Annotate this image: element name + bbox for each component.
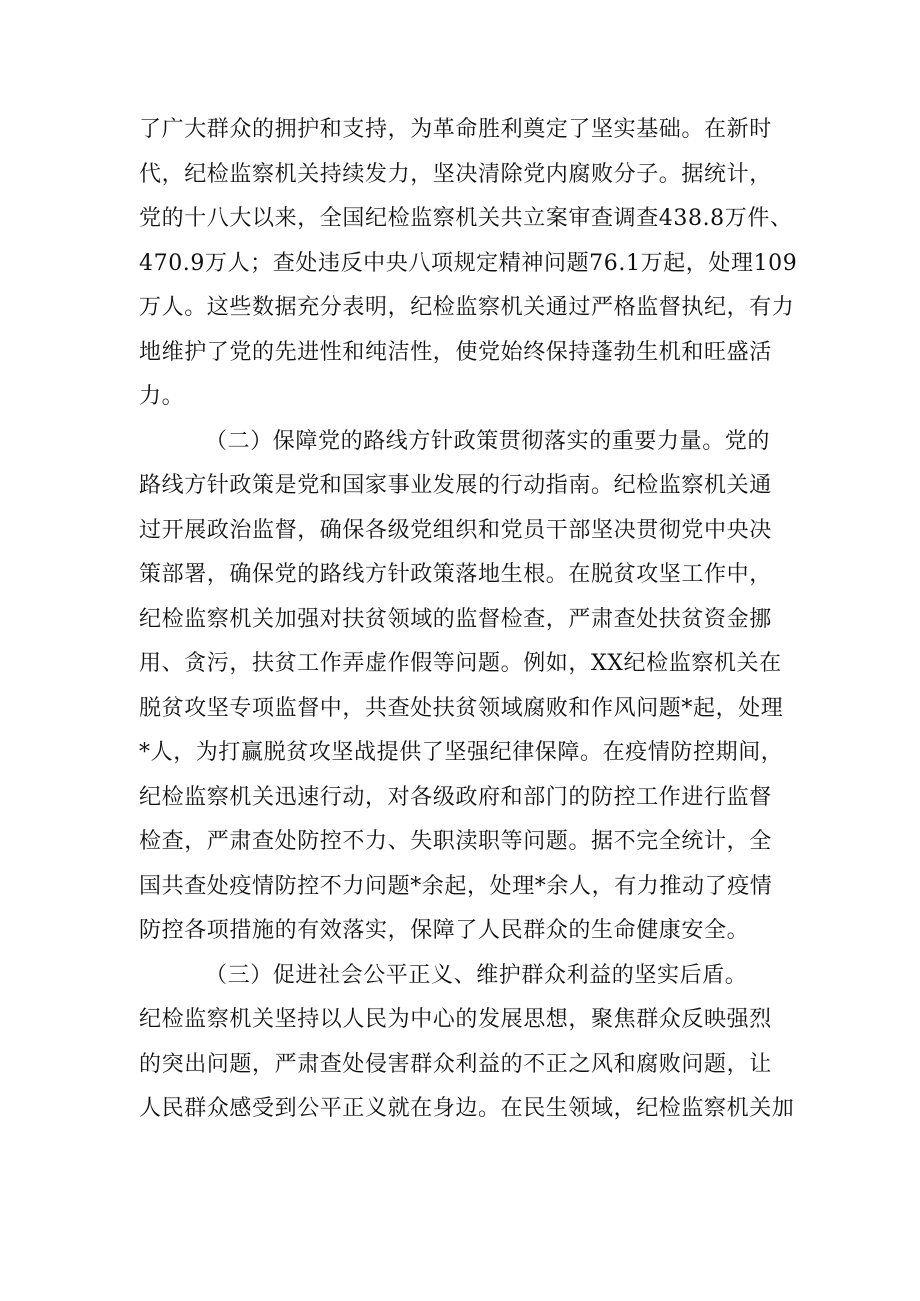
text-line: 过开展政治监督，确保各级党组织和党员干部坚决贯彻党中央决 — [139, 517, 772, 543]
section-heading-line: （二）保障党的路线方针政策贯彻落实的重要力量。党的 — [205, 428, 771, 454]
text-line: 纪检监察机关加强对扶贫领域的监督检查，严肃查处扶贫资金挪 — [139, 606, 772, 632]
text-line: 党的十八大以来，全国纪检监察机关共立案审查调查438.8万件、 — [139, 206, 793, 231]
text-line: 策部署，确保党的路线方针政策落地生根。在脱贫攻坚工作中， — [139, 562, 772, 587]
text-line: 纪检监察机关迅速行动，对各级政府和部门的防控工作进行监督 — [139, 784, 772, 810]
body-text — [139, 108, 798, 1132]
text-line: 470.9万人；查处违反中央八项规定精神问题76.1万起，处理109 — [139, 250, 798, 276]
text-line: 代，纪检监察机关持续发力，坚决清除党内腐败分子。据统计， — [139, 161, 772, 187]
text-line: 脱贫攻坚专项监督中，共查处扶贫领域腐败和作风问题*起，处理 — [139, 695, 784, 721]
text-line: 检查，严肃查处防控不力、失职渎职等问题。据不完全统计，全 — [139, 829, 772, 854]
text-line: 路线方针政策是党和国家事业发展的行动指南。纪检监察机关通 — [139, 473, 772, 498]
text-line: 万人。这些数据充分表明，纪检监察机关通过严格监督执纪，有力 — [139, 295, 795, 320]
text-line: 防控各项措施的有效落实，保障了人民群众的生命健康安全。 — [139, 918, 750, 943]
text-line: 地维护了党的先进性和纯洁性，使党始终保持蓬勃生机和旺盛活 — [139, 339, 772, 365]
text-line: 纪检监察机关坚持以人民为中心的发展思想，聚焦群众反映强烈 — [139, 1007, 772, 1032]
text-line: 用、贪污，扶贫工作弄虚作假等问题。例如，XX纪检监察机关在 — [139, 651, 782, 676]
text-line: 的突出问题，严肃查处侵害群众利益的不正之风和腐败问题，让 — [139, 1051, 772, 1077]
text-line: 力。 — [139, 384, 185, 409]
text-line: 人民群众感受到公平正义就在身边。在民生领域，纪检监察机关加 — [139, 1096, 795, 1121]
text-line: 国共查处疫情防控不力问题*余起，处理*余人，有力推动了疫情 — [139, 873, 773, 899]
section-heading-line: （三）促进社会公平正义、维护群众利益的坚实后盾。 — [205, 962, 748, 988]
text-line: *人，为打赢脱贫攻坚战提供了坚强纪律保障。在疫情防控期间， — [139, 740, 784, 765]
text-line: 了广大群众的拥护和支持，为革命胜利奠定了坚实基础。在新时 — [139, 117, 772, 142]
